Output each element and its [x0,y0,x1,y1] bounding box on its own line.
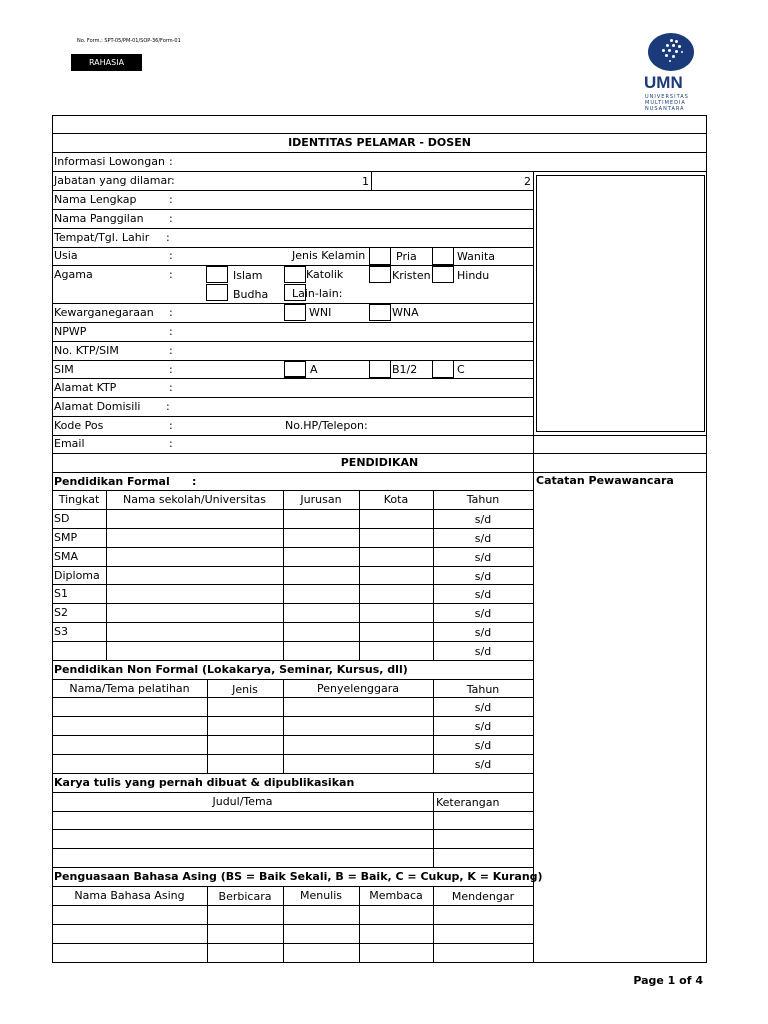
label-tempat-tgl-lahir: Tempat/Tgl. Lahir [54,231,150,244]
year-range: s/d [474,739,492,752]
year-range: s/d [474,607,492,620]
label-pendidikan-formal: Pendidikan Formal [54,475,170,488]
header-keterangan: Keterangan [436,796,500,809]
label-sim-a: A [310,363,318,376]
level-diploma: Diploma [54,569,100,582]
header-tingkat: Tingkat [58,493,100,506]
colon: : [169,193,173,206]
checkbox-sim-c[interactable] [432,360,454,378]
label-sim: SIM [54,363,74,376]
checkbox-hindu[interactable] [432,266,454,283]
label-ktp: No. KTP/SIM [54,344,119,357]
checkbox-wna[interactable] [369,304,391,321]
level-smp: SMP [54,531,78,544]
year-range: s/d [474,645,492,658]
jabatan-option-2: 2 [524,175,531,188]
label-karya-tulis: Karya tulis yang pernah dibuat & dipublikasikan [54,776,355,789]
header-tahun-nonformal: Tahun [466,683,500,696]
colon: : [169,268,173,281]
label-nama-lengkap: Nama Lengkap [54,193,137,206]
colon: : [169,363,173,376]
header-kota: Kota [383,493,409,506]
header-nama-sekolah: Nama sekolah/Universitas [122,493,267,506]
colon: : [166,231,170,244]
year-range: s/d [474,588,492,601]
level-sma: SMA [54,550,78,563]
level-s1: S1 [54,587,68,600]
colon: : [166,400,170,413]
label-pria: Pria [396,250,417,263]
form-number: No. Form.: SPT-05/PM-01/SOP-36/Form-01 [77,38,181,44]
label-wanita: Wanita [457,250,495,263]
year-range: s/d [474,551,492,564]
education-title: PENDIDIKAN [340,456,419,469]
label-catatan-pewawancara: Catatan Pewawancara [536,474,674,487]
confidential-badge-label: RAHASIA [88,58,125,67]
header-penyelenggara: Penyelenggara [316,682,400,695]
label-npwp: NPWP [54,325,87,338]
label-informasi-lowongan: Informasi Lowongan [54,155,165,168]
level-sd: SD [54,512,70,525]
header-jurusan: Jurusan [300,493,342,506]
year-range: s/d [474,626,492,639]
label-islam: Islam [233,269,263,282]
label-hindu: Hindu [457,269,490,282]
header-tahun: Tahun [466,493,500,506]
logo-abbr: UMN [644,73,683,92]
label-budha: Budha [233,288,269,301]
colon: : [169,419,173,432]
header-berbicara: Berbicara [218,890,272,903]
label-alamat-domisili: Alamat Domisili [54,400,141,413]
header-menulis: Menulis [299,889,343,902]
label-email: Email [54,437,85,450]
colon: : [171,174,175,187]
checkbox-sim-a[interactable] [284,360,306,378]
jabatan-option-1: 1 [362,175,369,188]
checkbox-wanita[interactable] [432,247,454,265]
colon: : [169,344,173,357]
header-judul-tema: Judul/Tema [212,795,273,808]
page-number: Page 1 of 4 [633,974,703,987]
label-katolik: Katolik [306,268,344,281]
checkbox-katolik[interactable] [284,266,306,283]
checkbox-sim-b[interactable] [369,360,391,378]
year-range: s/d [474,758,492,771]
header-nama-bahasa: Nama Bahasa Asing [74,889,185,902]
header-nama-tema: Nama/Tema pelatihan [69,682,190,695]
colon: : [169,325,173,338]
year-range: s/d [474,720,492,733]
label-alamat-ktp: Alamat KTP [54,381,117,394]
label-kewarganegaraan: Kewarganegaraan [54,306,154,319]
checkbox-islam[interactable] [206,266,228,283]
logo-line1: UNIVERSITAS [645,94,689,100]
label-penguasaan-bahasa: Penguasaan Bahasa Asing (BS = Baik Sekali, B = Baik, C = Cukup, K = Kurang) [54,870,543,883]
umn-logo [642,33,702,113]
colon: : [169,155,173,168]
label-kristen: Kristen [392,269,431,282]
colon: : [169,381,173,394]
label-jabatan: Jabatan yang dilamar [54,174,172,187]
year-range: s/d [474,532,492,545]
label-nama-panggilan: Nama Panggilan [54,212,144,225]
logo-emblem [648,33,694,71]
photo-box [536,175,705,432]
year-range: s/d [474,701,492,714]
label-lain-lain: Lain-lain: [292,287,343,300]
year-range: s/d [474,513,492,526]
logo-line3: NUSANTARA [645,106,685,112]
checkbox-kristen[interactable] [369,266,391,283]
level-s3: S3 [54,625,68,638]
header-jenis: Jenis [232,683,258,696]
label-wni: WNI [309,306,332,319]
label-agama: Agama [54,268,93,281]
colon: : [169,212,173,225]
colon: : [192,475,197,488]
checkbox-pria[interactable] [369,247,391,265]
header-membaca: Membaca [369,889,423,902]
label-jenis-kelamin: Jenis Kelamin [292,249,366,262]
label-sim-c: C [457,363,465,376]
identity-title: IDENTITAS PELAMAR - DOSEN [288,136,471,149]
checkbox-wni[interactable] [284,304,306,321]
label-no-hp: No.HP/Telepon: [285,419,368,432]
label-usia: Usia [54,249,78,262]
header-mendengar: Mendengar [451,890,515,903]
year-range: s/d [474,570,492,583]
logo-line2: MULTIMEDIA [645,100,686,106]
label-pendidikan-non-formal: Pendidikan Non Formal (Lokakarya, Seminar, Kursus, dll) [54,663,408,676]
label-sim-b: B1/2 [392,363,418,376]
colon: : [169,249,173,262]
label-kode-pos: Kode Pos [54,419,104,432]
label-wna: WNA [392,306,419,319]
checkbox-budha[interactable] [206,284,228,301]
level-s2: S2 [54,606,68,619]
colon: : [169,437,173,450]
colon: : [169,306,173,319]
confidential-badge [71,54,142,71]
